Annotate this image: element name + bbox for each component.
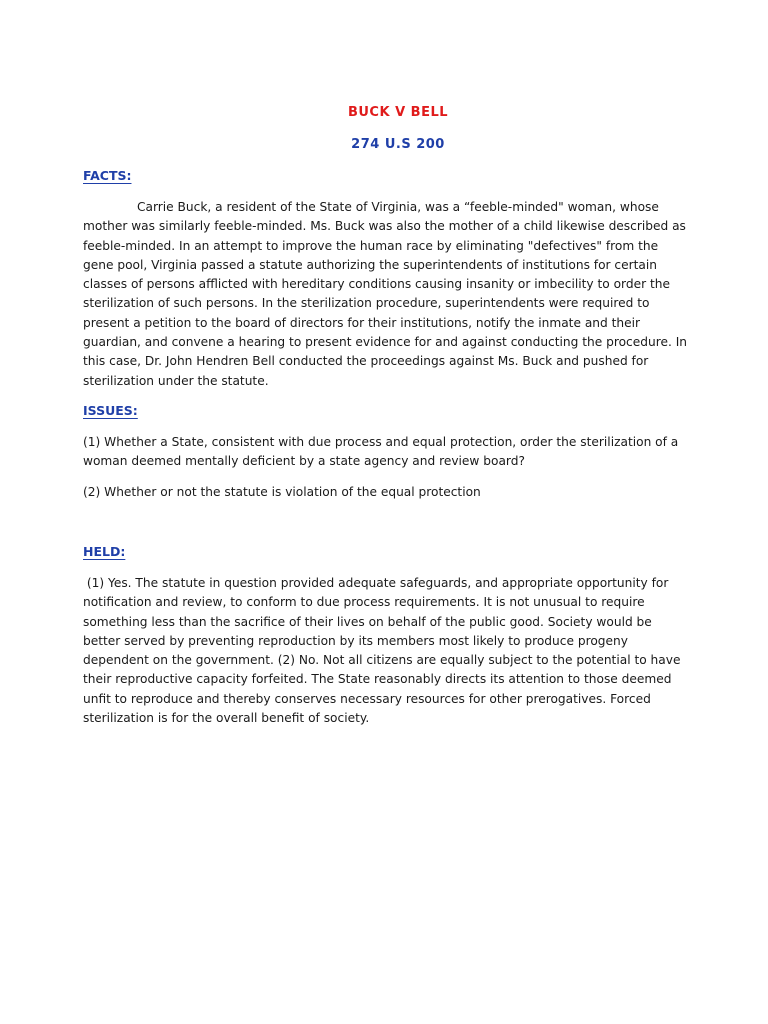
facts-paragraph: Carrie Buck, a resident of the State of Virginia, was a “feeble-minded" woman, whose mother was similarly feeble-minded. Ms. Buck was also the mother of a child likewise described as feeble-minded. In an attempt to improve the human race by eliminating "defectives" from the gene pool, Virginia passed a statute authorizing the superintendents of institutions for certain classes of persons afflicted with hereditary conditions causing insanity or imbecility to order the sterilization of such persons. In the sterilization procedure, superintendents were required to present a petition to the board of directors for their institutions, notify the inmate and their guardian, and convene a hearing to present evidence for and against conducting the procedure. In this case, Dr. John Hendren Bell conducted the proceedings against Ms. Buck and pushed for sterilization under the statute. — [83, 200, 688, 388]
issue-2-text: (2) Whether or not the statute is violation of the equal protection — [83, 485, 481, 499]
issues-heading: ISSUES: — [83, 403, 138, 418]
held-paragraph: (1) Yes. The statute in question provided adequate safeguards, and appropriate opportunity for notification and review, to conform to due process requirements. It is not unusual to require something less than the sacrifice of their lives on behalf of the public good. Society would be better served by preventing reproduction by its members most likely to produce progeny dependent on the government. (2) No. Not all citizens are equally subject to the potential to have their reproductive capacity forfeited. The State reasonably directs its attention to those deemed unfit to reproduce and thereby conserves necessary resources for other prerogatives. Forced sterilization is for the overall benefit of society. — [83, 576, 685, 726]
issue-1-text: (1) Whether a State, consistent with due process and equal protection, order the sterilization of a woman deemed mentally deficient by a state agency and review board? — [83, 435, 679, 469]
held-heading: HELD: — [83, 544, 126, 559]
facts-heading: FACTS: — [83, 168, 132, 183]
document-title: BUCK V BELL — [347, 105, 449, 120]
case-citation: 274 U.S 200 — [351, 137, 445, 152]
